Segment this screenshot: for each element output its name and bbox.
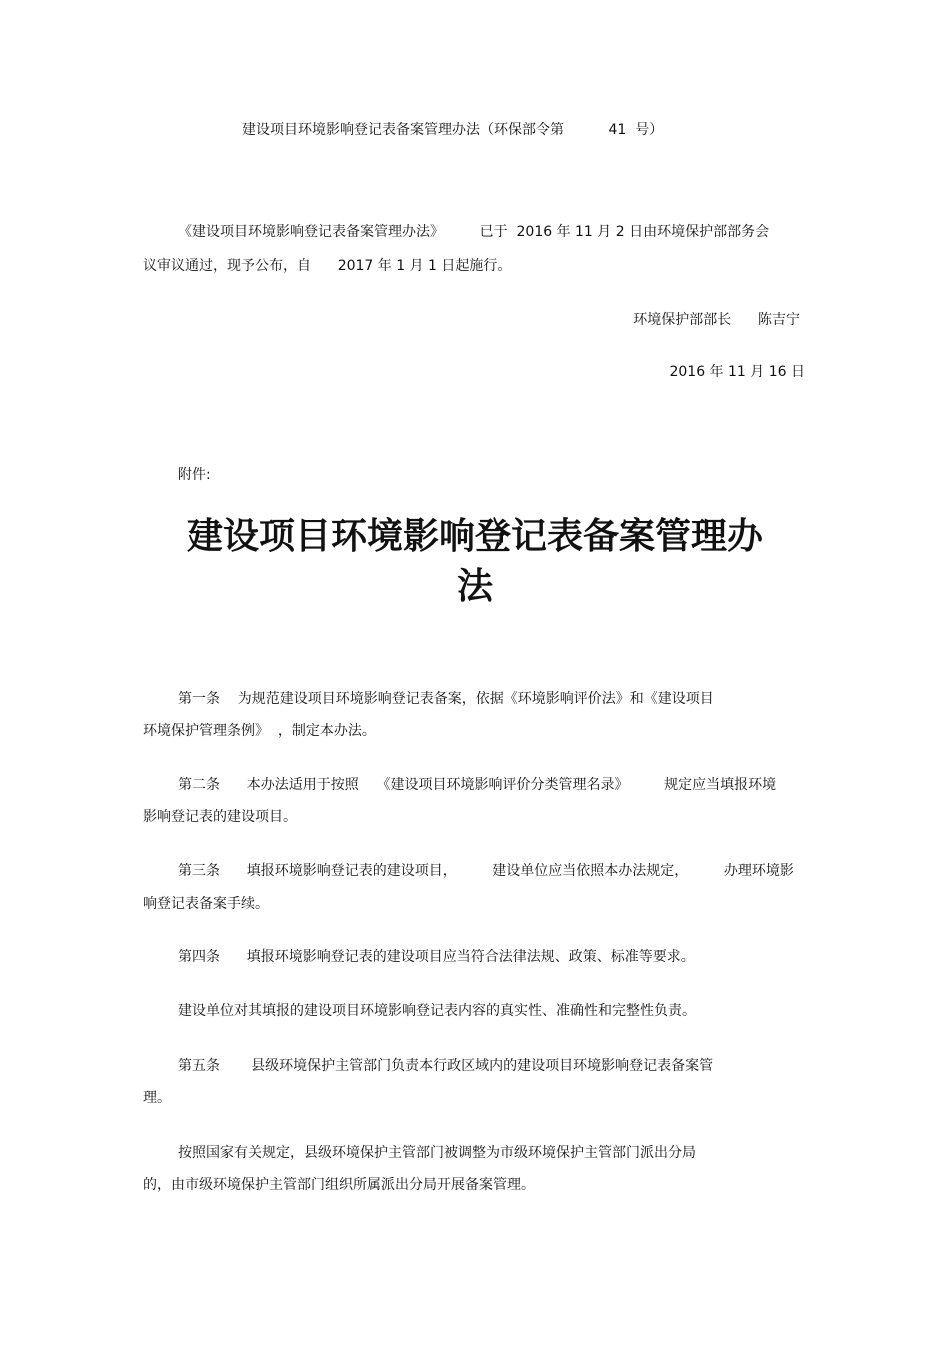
- article-1-line-2: 环境保护管理条例》 ，制定本办法。: [143, 723, 376, 739]
- signer: 环境保护部部长 陈吉宁: [633, 312, 800, 328]
- article-5-line-1: 第五条 县级环境保护主管部门负责本行政区域内的建设项目环境影响登记表备案管: [178, 1058, 714, 1074]
- header-title: 建设项目环境影响登记表备案管理办法（环保部令第 41 号）: [242, 122, 664, 138]
- preamble-line-1: 《建设项目环境影响登记表备案管理办法》 已于 2016 年 11 月 2 日由环境保护部部务会: [178, 224, 770, 240]
- preamble-line-2: 议审议通过，现予公布，自 2017 年 1 月 1 日起施行。: [143, 258, 512, 274]
- article-3-line-2: 响登记表备案手续。: [143, 896, 269, 912]
- article-5-line-2: 理。: [143, 1090, 171, 1106]
- article-5-para-2-line-1: 按照国家有关规定，县级环境保护主管部门被调整为市级环境保护主管部门派出分局: [178, 1145, 696, 1161]
- article-3-line-1: 第三条 填报环境影响登记表的建设项目， 建设单位应当依照本办法规定， 办理环境影: [178, 863, 794, 879]
- main-title-line-1: 建设项目环境影响登记表备案管理办: [186, 515, 763, 557]
- article-2-line-2: 影响登记表的建设项目。: [143, 809, 297, 825]
- article-4-line-1: 第四条 填报环境影响登记表的建设项目应当符合法律法规、政策、标准等要求。: [178, 949, 695, 965]
- attachment-label: 附件:: [178, 467, 211, 483]
- article-4-para-2: 建设单位对其填报的建设项目环境影响登记表内容的真实性、准确性和完整性负责。: [178, 1003, 696, 1019]
- article-1-line-1: 第一条 为规范建设项目环境影响登记表备案，依据《环境影响评价法》和《建设项目: [178, 691, 714, 707]
- signature-date: 2016 年 11 月 16 日: [669, 364, 805, 380]
- main-title-line-2: 法: [456, 565, 493, 607]
- article-5-para-2-line-2: 的，由市级环境保护主管部门组织所属派出分局开展备案管理。: [143, 1177, 535, 1193]
- article-2-line-1: 第二条 本办法适用于按照 《建设项目环境影响评价分类管理名录》 规定应当填报环境: [178, 777, 777, 793]
